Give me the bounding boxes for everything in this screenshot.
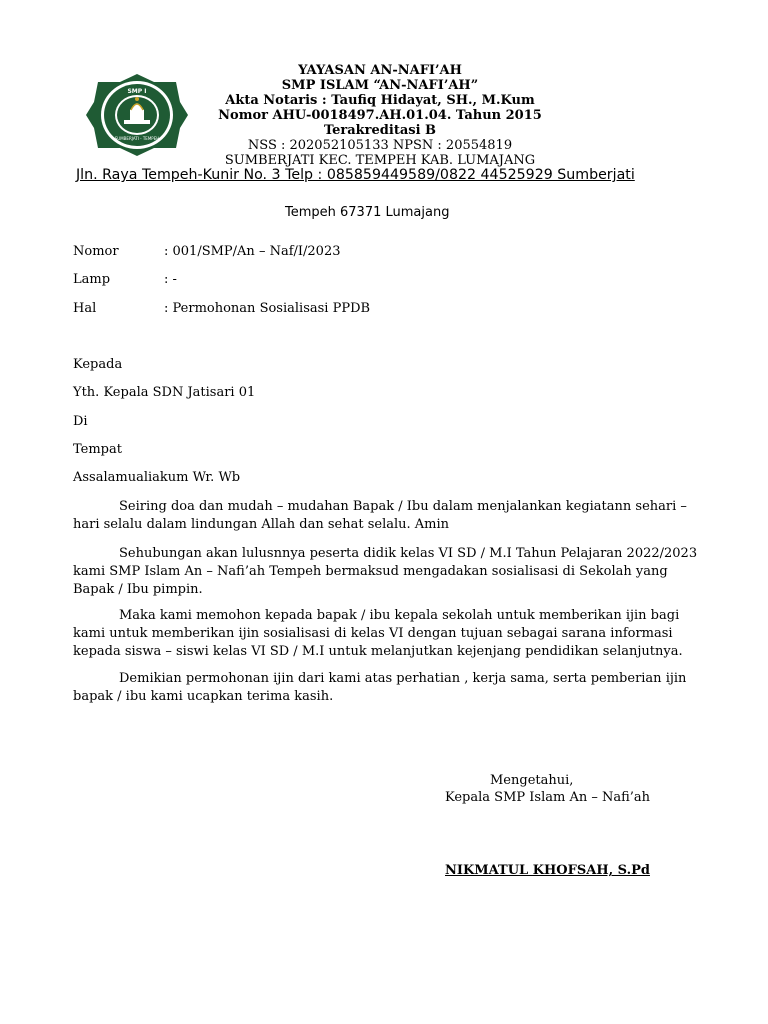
mengetahui-text: Mengetahui, <box>490 773 574 788</box>
signer-position: Kepala SMP Islam An – Nafi’ah <box>445 790 651 805</box>
nomor-value: : 001/SMP/An – Naf/I/2023 <box>164 244 341 259</box>
nss-npsn: NSS : 202052105133 NPSN : 20554819 <box>247 138 513 153</box>
ahu-number: Nomor AHU-0018497.AH.01.04. Tahun 2015 <box>218 108 542 123</box>
logo-emblem-icon <box>84 70 190 160</box>
city-line: Tempeh 67371 Lumajang <box>285 205 450 220</box>
lamp-label: Lamp <box>73 272 111 287</box>
greeting: Assalamualiakum Wr. Wb <box>73 470 241 485</box>
kepada-text: Kepada <box>73 357 123 372</box>
paragraph-4: Demikian permohonan ijin dari kami atas perhatian , kerja sama, serta pemberian ijin bapak / ibu kami ucapkan terima kasih. <box>73 671 687 704</box>
foundation-name: YAYASAN AN-NAFI’AH <box>298 63 462 78</box>
signer-name: NIKMATUL KHOFSAH, S.Pd <box>445 863 650 878</box>
district: SUMBERJATI KEC. TEMPEH KAB. LUMAJANG <box>224 153 536 168</box>
tempat-text: Tempat <box>73 442 122 457</box>
paragraph-2: Sehubungan akan lulusnnya peserta didik kelas VI SD / M.I Tahun Pelajaran 2022/2023 kami SMP Islam An – Nafi’ah Tempeh bermaksud mengadakan sosialisasi di Sekolah yang Bapak / Ibu pimpin. <box>73 546 698 597</box>
paragraph-3: Maka kami memohon kepada bapak / ibu kepala sekolah untuk memberikan ijin bagi kami untuk memberikan ijin sosialisasi di kelas VI dengan tujuan sebagai sarana informasi kepada siswa – siswi kelas VI SD / M.I untuk melanjutkan kejenjang pendidikan selanjutnya. <box>73 608 683 659</box>
school-logo <box>84 70 190 160</box>
lamp-value: : - <box>164 272 177 287</box>
hal-label: Hal <box>73 301 97 316</box>
logo-top-text: SMP I <box>127 88 147 95</box>
accreditation: Terakreditasi B <box>323 123 437 138</box>
hal-value: : Permohonan Sosialisasi PPDB <box>164 301 371 316</box>
nomor-label: Nomor <box>73 244 119 259</box>
di-text: Di <box>73 414 88 429</box>
paragraph-1: Seiring doa dan mudah – mudahan Bapak / Ibu dalam menjalankan kegiatann sehari – hari selalu dalam lindungan Allah dan sehat selalu. Amin <box>73 499 687 532</box>
school-name: SMP ISLAM “AN-NAFI’AH” <box>281 78 479 93</box>
notary-deed: Akta Notaris : Taufiq Hidayat, SH., M.Kum <box>225 93 535 108</box>
address-line: Jln. Raya Tempeh-Kunir No. 3 Telp : 085859449589/0822 44525929 Sumberjati <box>76 167 635 183</box>
logo-bottom-text: SUMBERJATI - TEMPEH <box>114 136 160 141</box>
recipient-name: Yth. Kepala SDN Jatisari 01 <box>73 385 256 400</box>
